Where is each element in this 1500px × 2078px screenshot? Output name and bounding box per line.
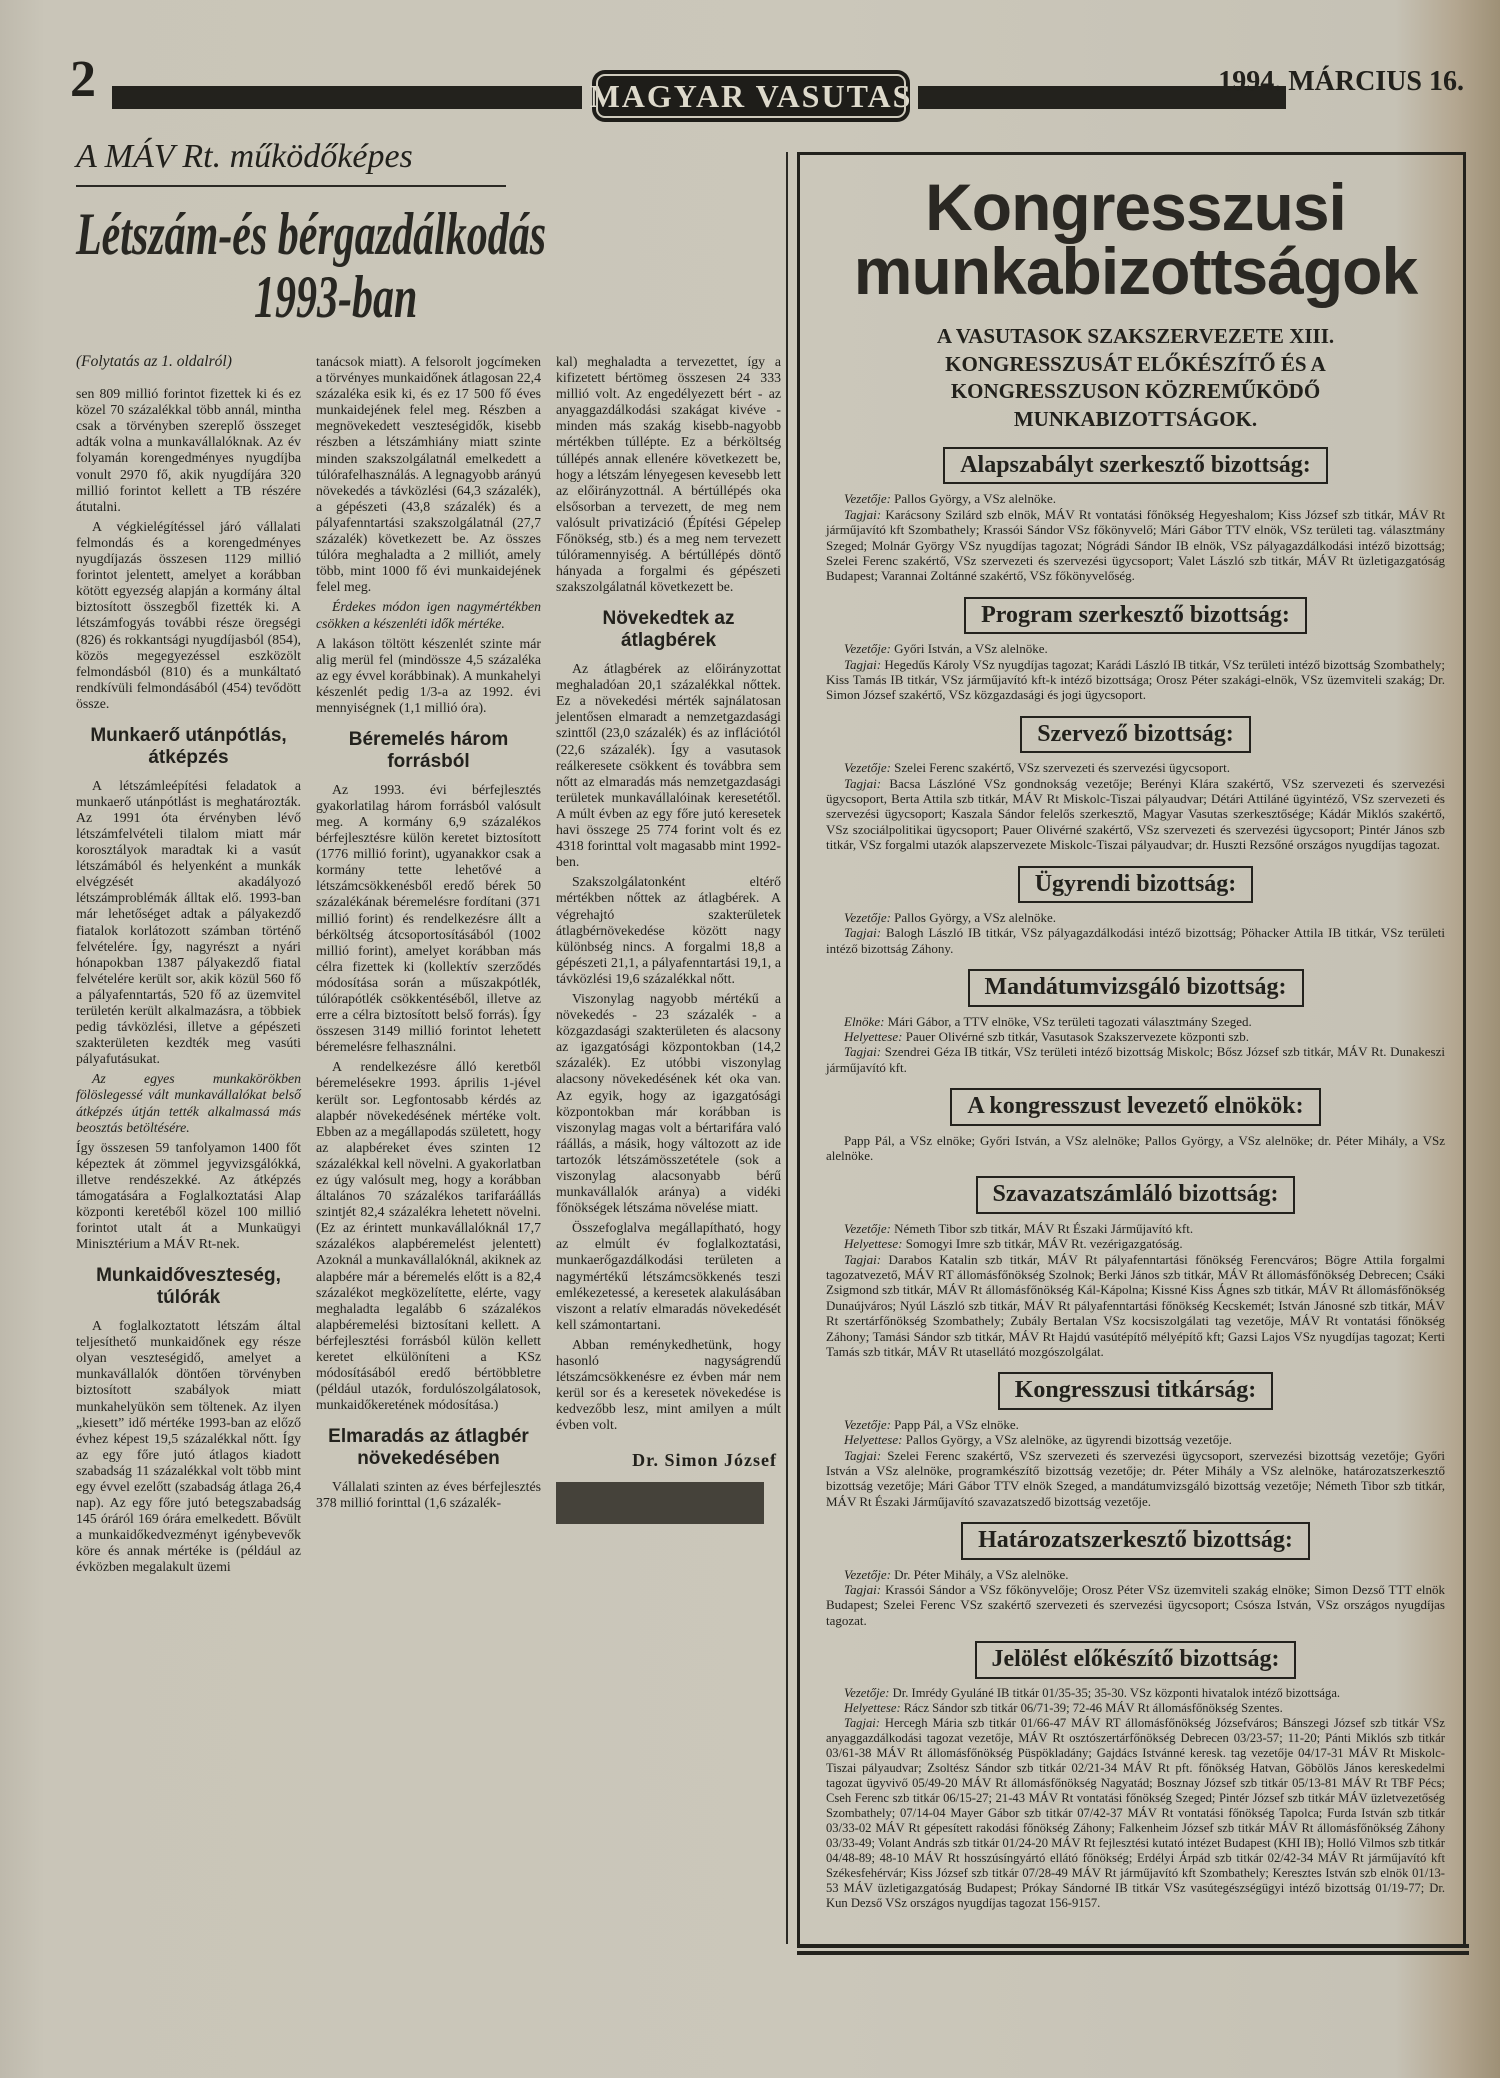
paragraph: sen 809 millió forintot fizettek ki és ez közel 70 százalékkal több annál, mintha csak a törvényben szereplő összeget adták volna a munkavállalóknak. Az év folyamán korengedményes nyugdíjba vonult 2970 fő, akik nyugdíjára 320 millió forintot kellett a TB részére átutalni. <box>76 386 301 514</box>
entry-label: Tagjai: <box>844 1251 889 1267</box>
issue-date: 1994. MÁRCIUS 16. <box>1218 66 1464 97</box>
masthead-title: MAGYAR VASUTAS <box>589 77 913 114</box>
committee-entry: Vezetője: Németh Tibor szb titkár, MÁV Rt Északi Járműjavító kft. <box>844 1220 1194 1236</box>
committee-section <box>826 1176 1445 1359</box>
committee-entry: Vezetője: Papp Pál, a VSz elnöke. <box>844 1416 1019 1432</box>
entry-label: Helyettese: <box>844 1700 904 1715</box>
committee-title: Alapszabályt szerkesztő bizottság: <box>943 447 1328 484</box>
paragraph: Az egyes munkakörökben fölöslegessé vált munkavállalókat belső átképzés útján tették alkalmassá más beosztás betöltésére. <box>76 1071 301 1135</box>
committee-entry: Vezetője: Dr. Péter Mihály, a VSz alelnöke. <box>844 1566 1069 1582</box>
committee-title-row <box>826 447 1445 484</box>
entry-label: Tagjai: <box>844 1715 885 1730</box>
congress-panel <box>797 152 1466 1944</box>
committee-entry: Vezetője: Pallos György, a VSz alelnöke. <box>844 491 1057 507</box>
entry-label: Elnöke: <box>844 1013 888 1029</box>
committee-title-row <box>826 1372 1445 1409</box>
paragraph: Szakszolgálatonként eltérő mértékben nőttek az átlagbérek. A végrehajtó szakterületek átlagbérnövekedése között nagy különbség nincs. A forgalmi 18,8 a gépészeti 21,1, a pályafenntartási 19,1, a távközlési 19,6 százalékkal nőtt. <box>556 874 781 986</box>
panel-headline-line-1: Kongresszusi <box>925 170 1346 244</box>
committee-title: Szervező bizottság: <box>1020 716 1251 753</box>
entry-label: Vezetője: <box>844 1685 893 1700</box>
committee-entry: Helyettese: Pallos György, a VSz alelnöke, az ügyrendi bizottság vezetője. <box>844 1432 1232 1448</box>
entry-label: Vezetője: <box>844 491 895 507</box>
committee-entry: Helyettese: Somogyi Imre szb titkár, MÁV Rt. vezérigazgatóság. <box>844 1236 1183 1252</box>
paragraph: Az átlagbérek az előirányzottat meghaladóan 20,1 százalékkal nőttek. Ez a növekedési mérték sajnálatosan jelentősen elmaradt a nemzetgazdasági szinttől (23,0 százalék) és az inflációtól (22,6 százalék). Így a vasutasok reálkeresete csökkent és továbbra sem nőtt az elmaradás más nemzetgazdasági területek munkavállalóinak keresetétől. A múlt évben az egy főre jutó keresetek havi összege 25 774 forint volt és ez 4318 forinttal volt magasabb mint 1992-ben. <box>556 661 781 870</box>
article-subhead: Munkaidőveszteség, túlórák <box>96 1265 281 1309</box>
column-divider-rule <box>786 152 788 1944</box>
panel-headline <box>826 170 1445 309</box>
committee-title-row <box>826 1641 1445 1678</box>
committee-title-row <box>826 866 1445 903</box>
committee-title: Szavazatszámláló bizottság: <box>976 1176 1296 1213</box>
article-column-3 <box>556 354 781 1580</box>
committee-section <box>826 1372 1445 1509</box>
paragraph: Az 1993. évi bérfejlesztés gyakorlatilag három forrásból valósult meg. A kormány 6,9 százalékos bérfejlesztésre külön keretet biztosított (1776 millió forint), ugyanakkor csak a kormány tette lehetővé a létszámcsökkenésből eredő bérek 50 százalékának béremelésre fordítani (371 millió forint) és rendelkezésre állt a bérköltség átcsoportosításából (1002 millió forint), amelyet korábban más célra fizettek ki (kollektív szerződés módosítása során a műszakpótlék, túlórapótlék csökkentéséből, illetve az erre a célra biztosított belső forrás). Így összesen 3149 millió forintot lehetett béremelésre felhasználni. <box>316 781 541 1055</box>
article-subhead: Munkaerő utánpótlás, átképzés <box>90 724 287 768</box>
committee-entry: Tagjai: Balogh László IB titkár, VSz pályagazdálkodási intéző bizottság; Pöhacker Attila IB titkár, VSz területi intéző bizottság Záhony. <box>826 925 1445 956</box>
paragraph: kal) meghaladta a tervezettet, így a kifizetett bértömeg összesen 24 333 millió volt. Az engedélyezett bért - az anyaggazdálkodási szakágat kivéve - minden más szakág kisebb-nagyobb mértékben túllépte. Ez a bérköltség túllépés annak ellenére következett be, hogy a létszám lényegesen kevesebb lett az előirányzottnál. A bértúllépés oka elsősorban a tervezett, de meg nem valósult privatizáció (Építési Gépelep Főnökség, stb.) és a meg nem tervezett túlóramennyiség. A bértúllépés döntő hányada a forgalmi és gépészeti szakszolgálatnál következett be. <box>556 354 781 595</box>
entry-label: Helyettese: <box>844 1236 906 1252</box>
article-subhead: Elmaradás az átlagbér növekedésében <box>328 1426 529 1470</box>
committee-title: Program szerkesztő bizottság: <box>964 597 1307 634</box>
paragraph: A rendelkezésre álló keretből béremelésekre 1993. április 1-jével került sor. Legfontosabb kérdés az alapbér növekedésének mértéke volt. Ebben az a megállapodás született, hogy az alapbéreket éves szinten 12 százalékkal kell növelni. A gyakorlatban ez úgy valósult meg, hogy a korábban általános 70 százalékos tarifaráállás szintjét 82,4 százalékra lehetett növelni. (Ez az érintett munkavállalóknál 17,7 százalékos alapbéremelést jelentett) Azoknál a munkavállalóknál, akiknek az alapbére már a béremelés előtt is a 82,4 százalékot megközelítette, elérte, vagy meghaladta legalább 6 százalékos alapbéremelési biztosítani kellett. A bérfejlesztési forrásból külön kellett keretet elkülöníteni a KSz módosításából eredő bértöbbletre (például utazók, fordulószolgálatosok, munkaidőkeretének módosítása.) <box>316 1059 541 1413</box>
committee-entry: Tagjai: Hercegh Mária szb titkár 01/66-47 MÁV RT állomásfőnökség Józsefváros; Bánszegi József szb titkár VSz anyaggazdálkodási tagozat vezetője, MÁV Rt osztószertárfőnökség Debrecen 03/23-57; 11-20; Pánti Miklós szb titkár 03/61-38 MÁV Rt állomásfőnökség Püspökladány; Gajdács Istvánné keresk. tag vezetője 04/17-31 MÁV Rt Miskolc-Tiszai pályaudvar; Zsoltész Sándor szb titkár 02/21-34 MÁV Rt pft. főnökség Hatvan, Göbölös János kereskedelmi tagozat ügyvivő 05/49-20 MÁV Rt állomásfőnökség Nagyatád; Bosznay József szb titkár 05/13-81 MÁV Rt TBF Pécs; Cseh Ferenc szb titkár 06/15-27; 21-43 MÁV Rt vontatási főnökség Szeged; Pintér József szb titkár MÁV üzletvezetőség Szombathely; 07/14-04 Mayer Gábor szb titkár 07/42-37 MÁV Rt vontatási főnökség Tapolca; Furda István szb titkár 03/33-02 MÁV Rt gépesített rakodási főnökség Záhony; Falkenheim József szb titkár MÁV Rt állomásfőnökség Záhony 03/33-49; Volant András szb titkár 01/24-20 MÁV Rt fejlesztési kutató intézet Budapest (KHI IB); Holló Vilmos szb titkár 04/48-89; 48-10 MÁV Rt hosszúsíngyártó ellátó főnökség; Erdélyi Árpád szb titkár 02/42-34 MÁV Rt járműjavító kft Székesfehérvár; Kiss József szb titkár 07/28-49 MÁV Rt járműjavító kft Szombathely; Keresztes István szb elnök 01/13-53 MÁV üzletigazgatóság Budapest; Prókay Sándorné IB titkár VSz vasútegészségügyi intéző bizottság 01/19-77; Dr. Kun Dezső VSz országos nyugdíjas tagozat 156-9157. <box>826 1715 1445 1910</box>
committee-entry: Vezetője: Győri István, a VSz alelnöke. <box>844 641 1048 657</box>
entry-label: Helyettese: <box>844 1432 906 1448</box>
committee-section <box>826 447 1445 584</box>
paragraph: tanácsok miatt). A felsorolt jogcímeken a törvényes munkaidőnek átlagosan 22,4 százaléka esik ki, és ez 17 500 fő éves munkaidejének felel meg. Részben a megnövekedett veszteségidők, kisebb részben a létszámhiány miatt szinte minden szakszolgálatnál emelkedett a túlórafelhasználás. A legnagyobb arányú növekedés a távközlési (64,3 százalék), a gépészeti (43,8 százalék) és a pályafenntartási szakszolgálatnál (27,7 százalék) következett be. Az összes túlóra meghaladta a 2 milliót, amely több, mint 1000 fő évi munkaidejének felel meg. <box>316 354 541 595</box>
committee-title-row <box>826 969 1445 1006</box>
committee-entry: Tagjai: Szelei Ferenc szakértő, VSz szervezeti és szervezési ügycsoport, szervezési bizottság vezetője; Győri István a VSz alelnöke, programkészítő bizottság vezetője; dr. Péter Mihály a VSz alelnöke, határozatszerkesztő bizottság vezetője; Mári Gábor TTV elnök Szeged, a mandátumvizsgáló bizottság vezetője; Németh Tibor szb titkár, MÁV Rt Északi Járműjavító szavazatszedő bizottság vezetője. <box>826 1447 1446 1509</box>
black-box <box>556 1482 764 1524</box>
article-kicker: A MÁV Rt. működőképes <box>76 138 506 187</box>
paragraph: A végkielégítéssel járó vállalati felmondás és a korengedményes nyugdíjazás összesen 1129 millió forintot jelentett, amelyet a korábban kötött egyezség alapján a kormány által biztosított összegből fizették ki. A létszámfogyás további része öregségi (826) és rokkantsági nyugdíjasból (854), közös megegyezéssel eszközölt felmondásból (810) és a munkáltató rendkívüli felmondásából (454) tevődött össze. <box>76 518 301 711</box>
committee-entry: Tagjai: Karácsony Szilárd szb elnök, MÁV Rt vontatási főnökség Hegyeshalom; Kiss József szb titkár, MÁV Rt járműjavító kft Szombathely; Krassói Sándor VSz főkönyvelő; Mári Gábor TTV elnök, VSz területi tag. választmány Szeged; Molnár György VSz nyugdíjas tagozat; Nógrádi Sándor IB elnök, VSz pályagazdálkodási intéző bizottság; Szelei Ferenc szakértő, VSz szervezeti és szervezési ügycsoport; Valet László szb titkár, MÁV Rt üzletigazgatóság Budapest; Varannai Zoltánné szakértő, VSz főkönyvelőség. <box>826 506 1445 584</box>
entry-label: Vezetője: <box>844 1220 895 1236</box>
committee-title-row <box>826 1176 1445 1213</box>
committee-entry: Helyettese: Pauer Olivérné szb titkár, Vasutasok Szakszervezete központi szb. <box>844 1028 1249 1044</box>
committee-entry: Tagjai: Darabos Katalin szb titkár, MÁV Rt pályafenntartási főnökség Ferencváros; Bögre Attila forgalmi tagozatvezető, MÁV RT állomásfőnökség Szolnok; Berki János szb titkár, MÁV Rt állomásfőnökség Debrecen; Csáki Zsigmond szb titkár, MÁV Rt állomásfőnökség Kál-Kápolna; Kissné Kiss Ágnes szb titkár, MÁV Rt állomásfőnökség Dunaújváros; Nyúl László szb titkár, MÁV Rt pályafenntartási főnökség Kecskemét; István Jánosné szb titkár, MÁV Rt szertárfőnökség Szombathely; Zubály Bertalan VSz kocsiszolgálati tag vezetője, MÁV Rt vontatási főnökség Záhony; Tamási Sándor szb titkár, MÁV Rt Hajdú vasútépítő mélyépítő kft; Gazsi Lajos VSz nyugdíjas tagozat; Kerti Tamás szb titkár, MÁV Rt utasellátó mozgószolgálat. <box>826 1251 1445 1360</box>
committee-list <box>826 447 1445 1911</box>
header-rule-left <box>112 86 582 109</box>
committee-entry: Vezetője: Szelei Ferenc szakértő, VSz szervezeti és szervezési ügycsoport. <box>844 760 1230 776</box>
committee-title: Mandátumvizsgáló bizottság: <box>968 969 1304 1006</box>
committee-section <box>826 597 1445 703</box>
committee-section <box>826 1088 1445 1163</box>
paragraph: Vállalati szinten az éves bérfejlesztés 378 millió forinttal (1,6 százalék- <box>316 1479 541 1511</box>
committee-section <box>826 716 1445 853</box>
committee-title-row <box>826 716 1445 753</box>
paragraph: Összefoglalva megállapítható, hogy az elmúlt év foglalkoztatási, munkaerőgazdálkodási területen a nagymértékű létszámcsökkenés teszi emlékezetessé, a keresetek alakulásában viszont a relatív elmaradás növekedését kell számontartani. <box>556 1220 781 1332</box>
committee-title: Kongresszusi titkárság: <box>998 1372 1274 1409</box>
entry-label: Vezetője: <box>844 1566 895 1582</box>
paragraph: Abban reménykedhetünk, hogy hasonló nagyságrendű létszámcsökkenésre ez évben már nem kerül sor és a keresetek növekedése is kedvezőbb lesz, mint amilyen a múlt évben volt. <box>556 1336 781 1433</box>
panel-headline-line-2: munkabizottságok <box>853 234 1418 309</box>
entry-label: Tagjai: <box>844 775 890 791</box>
committee-title-row <box>826 1522 1445 1559</box>
entry-label: Tagjai: <box>844 1044 885 1060</box>
article-column-1 <box>76 354 301 1580</box>
entry-label: Vezetője: <box>844 909 895 925</box>
committee-title: Jelölést előkészítő bizottság: <box>975 1641 1297 1678</box>
committee-title-row <box>826 597 1445 634</box>
committee-entry: Vezetője: Dr. Imrédy Gyuláné IB titkár 01/35-35; 35-30. VSz központi hivatalok intéző bizottsága. <box>844 1685 1341 1700</box>
entry-label: Tagjai: <box>844 656 885 672</box>
entry-label: Vezetője: <box>844 1416 895 1432</box>
headline-line-1: Létszám-és bérgazdálkodás <box>76 201 547 267</box>
entry-label: Tagjai: <box>844 925 886 941</box>
committee-section <box>826 1522 1445 1628</box>
page-number: 2 <box>70 51 96 108</box>
paragraph: Viszonylag nagyobb mértékű a növekedés - 23 százalék - a közgazdasági szakterületen és alacsony az igazgatósági központokban (14,2 százalék). Ez utóbbi viszonylag alacsony növekedésének két oka van. Az egyik, hogy az igazgatósági központokban már korábban is viszonylag magas volt a bértarifára való ráállás, a másik, hogy változott az ide tartozók létszámösszetétele (sok a viszonylag alacsonyabb bérű munkavállalók aránya) a vidéki főnökségek létszáma növelése miatt. <box>556 990 781 1216</box>
article-headline <box>76 201 782 330</box>
entry-label: Tagjai: <box>844 506 886 522</box>
paragraph: A foglalkoztatott létszám által teljesíthető munkaidőnek egy része olyan veszteségidő, amelyet a munkavállalók döntően törvényben biztosított szabályok miatt munkahelyükön sem töltenek. Az ilyen „kiesett” idő mértéke 1993-ban az előző évhez képest 19,5 százalékkal nőtt. Így az egy főre jutó átlagos kiadott szabadság 11 százalékkal volt több mint egy évvel ezelőtt (szabadság átlaga 26,4 nap). Az egy főre jutó betegszabadság 145 óráról 169 órára emelkedett. Bővült a munkaidőkedvezményt igénybevevők köre és annak mértéke is (például az évközben megalakult üzemi <box>76 1318 301 1575</box>
committee-entry: Tagjai: Krassói Sándor a VSz főkönyvelője; Orosz Péter VSz üzemviteli szakág elnöke; Simon Dezső TTT elnök Budapest; Szelei Ferenc VSz szakértő szervezeti és szervezési ügycsoport; Csósza István, VSz országos nyugdíjas tagozat. <box>826 1582 1446 1628</box>
article-columns <box>76 354 782 1580</box>
panel-subtitle: A VASUTASOK SZAKSZERVEZETE XIII. KONGRESSZUSÁT ELŐKÉSZÍTŐ ÉS A KONGRESSZUSON KÖZREMŰKÖDŐ MUNKABIZOTTSÁGOK. <box>936 324 1335 432</box>
committee-entry: Papp Pál, a VSz elnöke; Győri István, a VSz alelnöke; Pallos György, a VSz alelnöke; dr. Péter Mihály, a VSz alelnöke. <box>826 1132 1445 1163</box>
panel-bottom-rule <box>797 1944 1469 1955</box>
entry-label: Tagjai: <box>844 1447 888 1463</box>
committee-title: Határozatszerkesztő bizottság: <box>961 1522 1310 1559</box>
paragraph: Így összesen 59 tanfolyamon 1400 főt képeztek át zömmel jegyvizsgálókká, illetve rendészekké. Az átképzés támogatására a Foglalkoztatási Alap központi keretéből közel 100 millió forintot utalt át a Munkaügyi Minisztérium a MÁV Rt-nek. <box>76 1139 301 1252</box>
committee-entry: Tagjai: Hegedűs Károly VSz nyugdíjas tagozat; Karádi László IB titkár, VSz területi intéző bizottság Szombathely; Kiss Tamás IB titkár, VSz járműjavító kft-k intéző bizottsága; Orosz Péter szakági-elnök, VSz üzemviteli szakág; Dr. Simon József szakértő, VSz közgazdasági és jogi ügycsoport. <box>826 656 1445 703</box>
headline-line-2: 1993-ban <box>254 264 418 330</box>
committee-entry: Vezetője: Pallos György, a VSz alelnöke. <box>844 909 1057 925</box>
article-subhead: Béremelés három forrásból <box>348 729 509 772</box>
committee-title: Ügyrendi bizottság: <box>1018 866 1254 903</box>
committee-section <box>826 1641 1445 1910</box>
committee-entry: Tagjai: Szendrei Géza IB titkár, VSz területi intéző bizottság Miskolc; Bősz József szb titkár, MÁV Rt. Dunakeszi járműjavító kft. <box>826 1044 1446 1075</box>
article-subhead: Növekedtek az átlagbérek <box>602 608 735 652</box>
committee-section <box>826 866 1445 957</box>
article-column-2 <box>316 354 541 1580</box>
committee-entry: Tagjai: Bacsa Lászlóné VSz gondnokság vezetője; Berényi Klára szakértő, VSz szervezeti és szervezési ügycsoport, Berta Attila szb titkár, MÁV Rt Miskolc-Tiszai pályaudvar; Détári Attiláné ügyintéző, VSz szervezeti és szervezési ügycsoport; Kaszala Sándor felelős szerkesztő, Magyar Vasutas szerkesztősége; Kádár Miklós szakértő, VSz szociálpolitikai ügycsoport; Pauer Olivérné szakértő, VSz szervezeti és szervezési ügycsoport; Pintér János szb titkár, VSz forgalmi utazók alapszervezete Miskolc-Tiszai pályaudvar; dr. Huszti Rezsőné országos nyugdíjas tagozat. <box>826 775 1446 853</box>
entry-label: Vezetője: <box>844 641 895 657</box>
paragraph: A létszámleépítési feladatok a munkaerő utánpótlást is meghatározták. Az 1991 óta érvényben lévő létszámfelvételi tilalom miatt már korosztályok maradtak ki a vasút létszámából és helyenként a munkák elvégzését akadályozó létszámproblémák álltak elő. 1993-ban már lehetőséget adtak a pályakezdő fiatalok korlátozott számban történő felvételére. Így, nagyrészt a nyári hónapokban 1387 pályakezdő fiatal felvételére került sor, akik közül 560 fő a pályafenntartás, 520 fő az üzemvitel területén került alkalmazásra, a többiek pedig távközlési, illetve a gépészeti szakterületen kezdték meg vasúti pályafutásukat. <box>76 777 301 1067</box>
entry-label: Vezetője: <box>844 760 895 776</box>
author-signature: Dr. Simon József <box>632 1449 777 1470</box>
masthead-badge <box>589 70 913 122</box>
paragraph: Érdekes módon igen nagymértékben csökken a készenléti idők mértéke. <box>316 599 541 631</box>
main-article <box>76 138 782 1580</box>
committee-title-row <box>826 1088 1445 1125</box>
entry-label: Helyettese: <box>844 1028 906 1044</box>
committee-section <box>826 969 1445 1075</box>
entry-label: Tagjai: <box>844 1582 886 1598</box>
committee-entry: Helyettese: Rácz Sándor szb titkár 06/71-39; 72-46 MÁV Rt állomásfőnökség Szentes. <box>844 1700 1283 1715</box>
committee-title: A kongresszust levezető elnökök: <box>950 1088 1320 1125</box>
continuation-note: (Folytatás az 1. oldalról) <box>76 353 232 370</box>
paragraph: A lakáson töltött készenlét szinte már alig merül fel (mindössze 4,5 százaléka az egy évvel korábbinak). A munkahelyi készenlét pedig 1/3-a az 1992. évi mennyiségnek (1,1 millió óra). <box>316 635 541 715</box>
committee-entry: Elnöke: Mári Gábor, a TTV elnöke, VSz területi tagozati választmány Szeged. <box>844 1013 1252 1029</box>
